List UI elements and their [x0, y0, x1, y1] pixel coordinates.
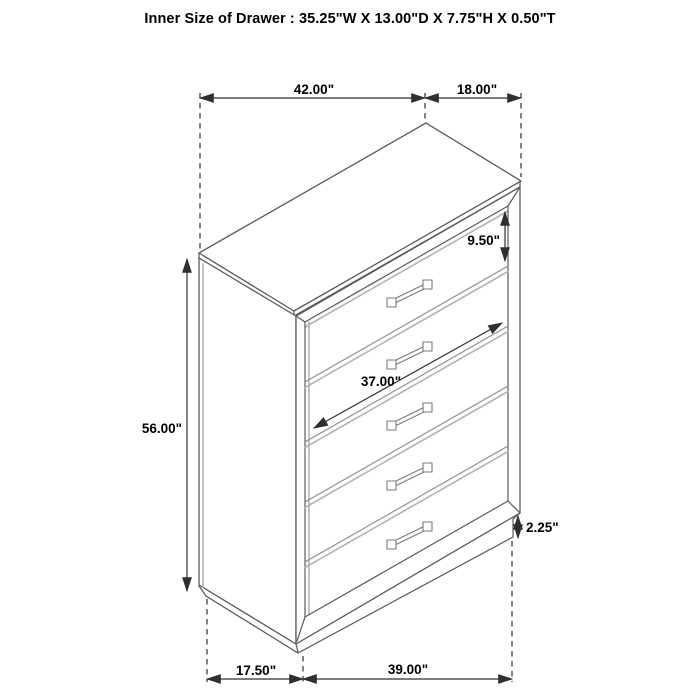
dim-label-top-drawer: 9.50" — [467, 233, 500, 248]
chest-side-panel — [199, 258, 296, 644]
dim-label-base-height: 2.25" — [526, 520, 559, 535]
dim-label-top-width: 42.00" — [293, 82, 335, 97]
dim-label-bottom-depth: 17.50" — [235, 663, 277, 678]
page-title: Inner Size of Drawer : 35.25"W X 13.00"D X 7.75"H X 0.50"T — [144, 11, 556, 27]
dim-label-drawer-width: 37.00" — [360, 374, 402, 389]
dimension-base-height — [518, 516, 559, 538]
dimension-height — [142, 259, 187, 591]
dim-label-height: 56.00" — [141, 421, 182, 436]
dim-label-bottom-width: 39.00" — [387, 662, 429, 677]
dim-label-top-depth: 18.00" — [456, 82, 498, 97]
